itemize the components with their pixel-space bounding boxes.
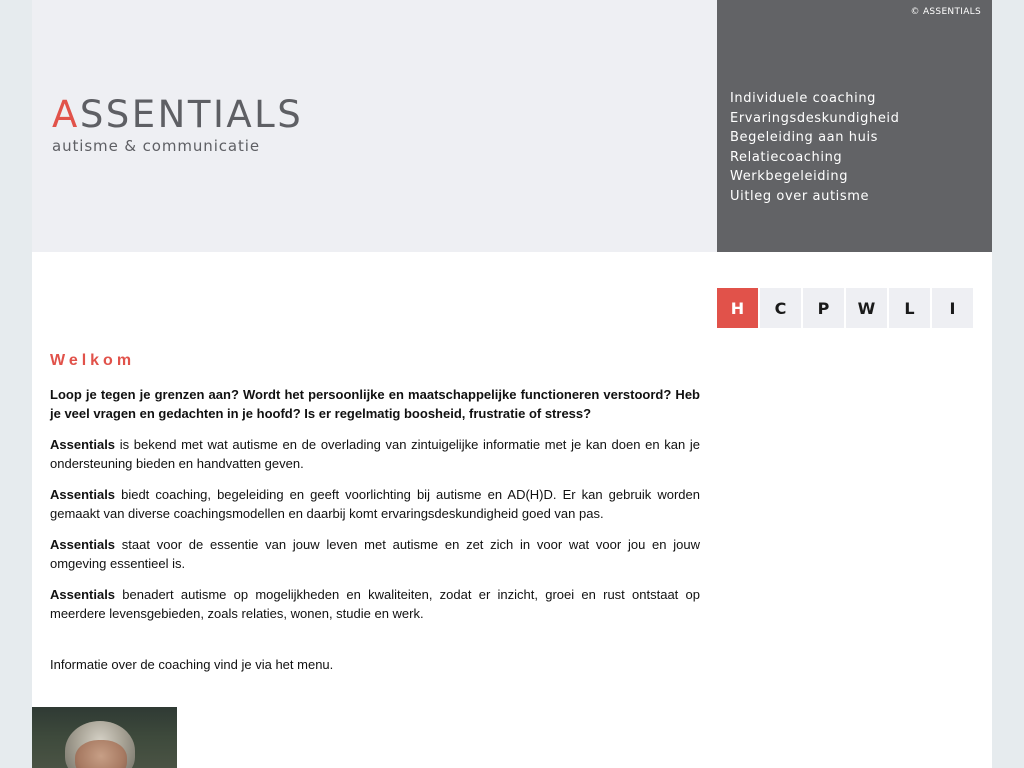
brand-mention: Assentials — [50, 537, 116, 552]
quick-nav-p[interactable]: P — [803, 288, 844, 328]
content-paragraph — [50, 486, 700, 523]
menu-item-uitleg-over-autisme[interactable]: Uitleg over autisme — [730, 188, 870, 204]
page-title: Welkom — [50, 352, 136, 369]
profile-photo — [32, 707, 177, 768]
paragraph-text: biedt coaching, begeleiding en geeft voorlichting bij autisme en AD(H)D. Er kan gebruik worden gemaakt van diverse coachingsmodellen en daarbij komt ervaringsdeskundigheid goed van pas. — [50, 487, 700, 521]
quick-nav-l[interactable]: L — [889, 288, 930, 328]
quick-nav-c[interactable]: C — [760, 288, 801, 328]
site-logo[interactable] — [52, 92, 303, 138]
content-paragraph — [50, 586, 700, 623]
menu-item-begeleiding-aan-huis[interactable]: Begeleiding aan huis — [730, 130, 879, 145]
photo-face — [75, 740, 127, 768]
brand-mention: Assentials — [50, 587, 116, 602]
paragraph-text: staat voor de essentie van jouw leven met autisme en zet zich in voor wat voor jou en jouw omgeving essentieel is. — [50, 537, 700, 571]
menu-item-werkbegeleiding[interactable]: Werkbegeleiding — [730, 169, 849, 184]
quick-nav-i[interactable]: I — [932, 288, 973, 328]
logo-initial: A — [52, 93, 80, 136]
page — [32, 0, 992, 768]
quick-nav-home[interactable]: H — [717, 288, 758, 328]
content-paragraph — [50, 436, 700, 473]
quick-nav-w[interactable]: W — [846, 288, 887, 328]
paragraph-text: benadert autisme op mogelijkheden en kwaliteiten, zodat er inzicht, groei en rust ontstaat op meerdere levensgebieden, zoals relaties, wonen, studie en werk. — [50, 587, 700, 621]
quick-nav — [717, 288, 975, 328]
menu-item-ervaringsdeskundigheid[interactable]: Ervaringsdeskundigheid — [730, 110, 900, 126]
copyright-notice: © ASSENTIALS — [910, 7, 981, 17]
brand-mention: Assentials — [50, 487, 116, 502]
site-tagline: autisme & communicatie — [52, 137, 260, 155]
header-branding — [32, 0, 717, 252]
brand-mention: Assentials — [50, 437, 116, 452]
menu-note: Informatie over de coaching vind je via het menu. — [50, 657, 334, 672]
paragraph-text: is bekend met wat autisme en de overlading van zintuigelijke informatie met je kan doen en kan je ondersteuning bieden en handvatten geven. — [50, 437, 700, 471]
intro-paragraph: Loop je tegen je grenzen aan? Wordt het persoonlijke en maatschappelijke functioneren verstoord? Heb je veel vragen en gedachten in je hoofd? Is er regelmatig boosheid, frustratie of stress? — [50, 387, 700, 421]
content-paragraph — [50, 536, 700, 573]
menu-item-relatiecoaching[interactable]: Relatiecoaching — [730, 149, 843, 165]
menu-item-individuele-coaching[interactable]: Individuele coaching — [730, 91, 877, 106]
logo-rest: SSENTIALS — [79, 93, 304, 136]
header-menu-panel — [717, 0, 992, 252]
main-menu — [730, 89, 900, 206]
main-content — [50, 352, 700, 688]
